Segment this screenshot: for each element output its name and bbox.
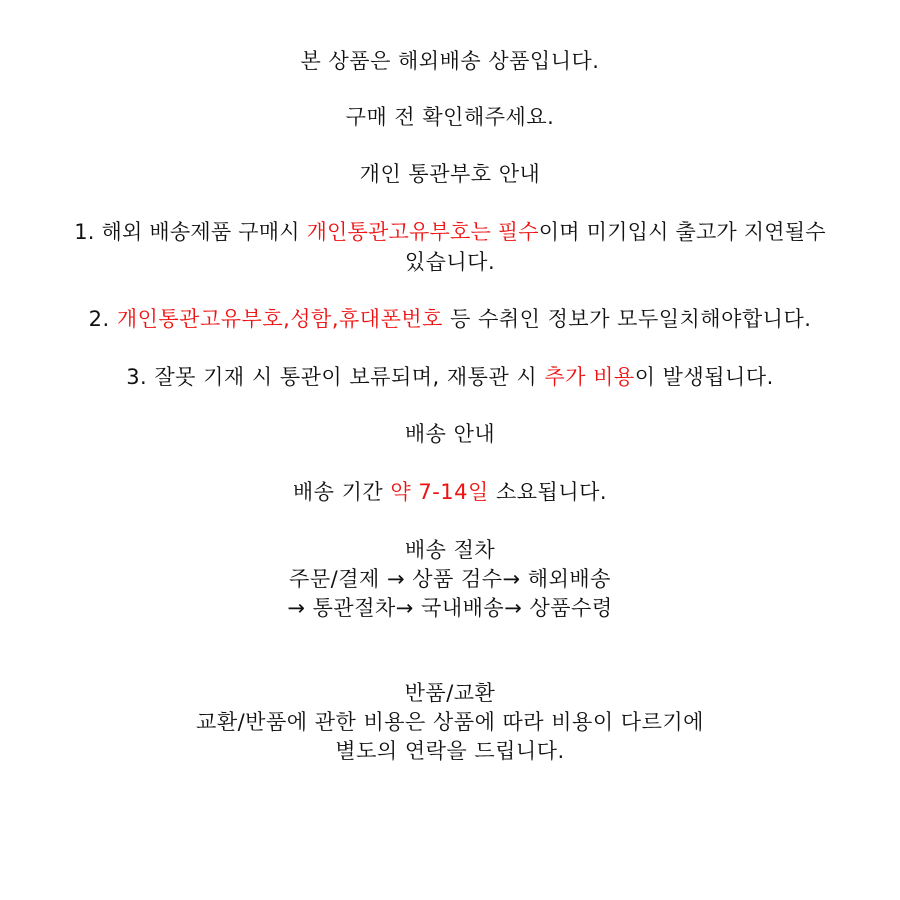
returns-line-2: 별도의 연락을 드립니다.	[335, 739, 565, 763]
customs-item-3	[0, 363, 900, 391]
returns-line-1: 교환/반품에 관한 비용은 상품에 따라 비용이 다르기에	[196, 710, 704, 734]
customs-item-3-highlight: 추가 비용	[544, 365, 635, 389]
customs-code-heading: 개인 통관부호 안내	[359, 162, 541, 186]
customs-item-1-highlight: 개인통관고유부호는 필수	[306, 220, 539, 244]
customs-item-1-continued: 있습니다.	[404, 250, 496, 274]
overseas-shipping-notice: 본 상품은 해외배송 상품입니다.	[300, 49, 600, 73]
shipping-period-highlight: 약 7-14일	[390, 480, 489, 504]
customs-item-2-highlight: 개인통관고유부호,성함,휴대폰번호	[116, 307, 443, 331]
shipping-procedure-heading: 배송 절차	[404, 538, 496, 562]
returns-heading: 반품/교환	[404, 681, 496, 705]
shipping-procedure-line-1: 주문/결제 → 상품 검수→ 해외배송	[289, 567, 611, 591]
customs-item-3-pre: 3. 잘못 기재 시 통관이 보류되며, 재통관 시	[126, 365, 545, 389]
shipping-period-post: 소요됩니다.	[488, 480, 608, 504]
customs-item-1-pre: 1. 해외 배송제품 구매시	[74, 220, 307, 244]
customs-item-2-post: 등 수취인 정보가 모두일치해야합니다.	[442, 307, 812, 331]
confirm-before-purchase: 구매 전 확인해주세요.	[345, 105, 555, 129]
shipping-period-pre: 배송 기간	[292, 480, 391, 504]
shipping-period	[0, 478, 900, 506]
customs-item-1-post: 이며 미기입시 출고가 지연될수	[538, 220, 826, 244]
shipping-procedure-line-2: → 통관절차→ 국내배송→ 상품수령	[287, 596, 613, 620]
customs-item-3-post: 이 발생됩니다.	[634, 365, 774, 389]
customs-item-2-pre: 2.	[88, 307, 117, 331]
customs-item-2	[0, 305, 900, 333]
customs-item-1	[0, 218, 900, 246]
shipping-heading: 배송 안내	[404, 422, 496, 446]
